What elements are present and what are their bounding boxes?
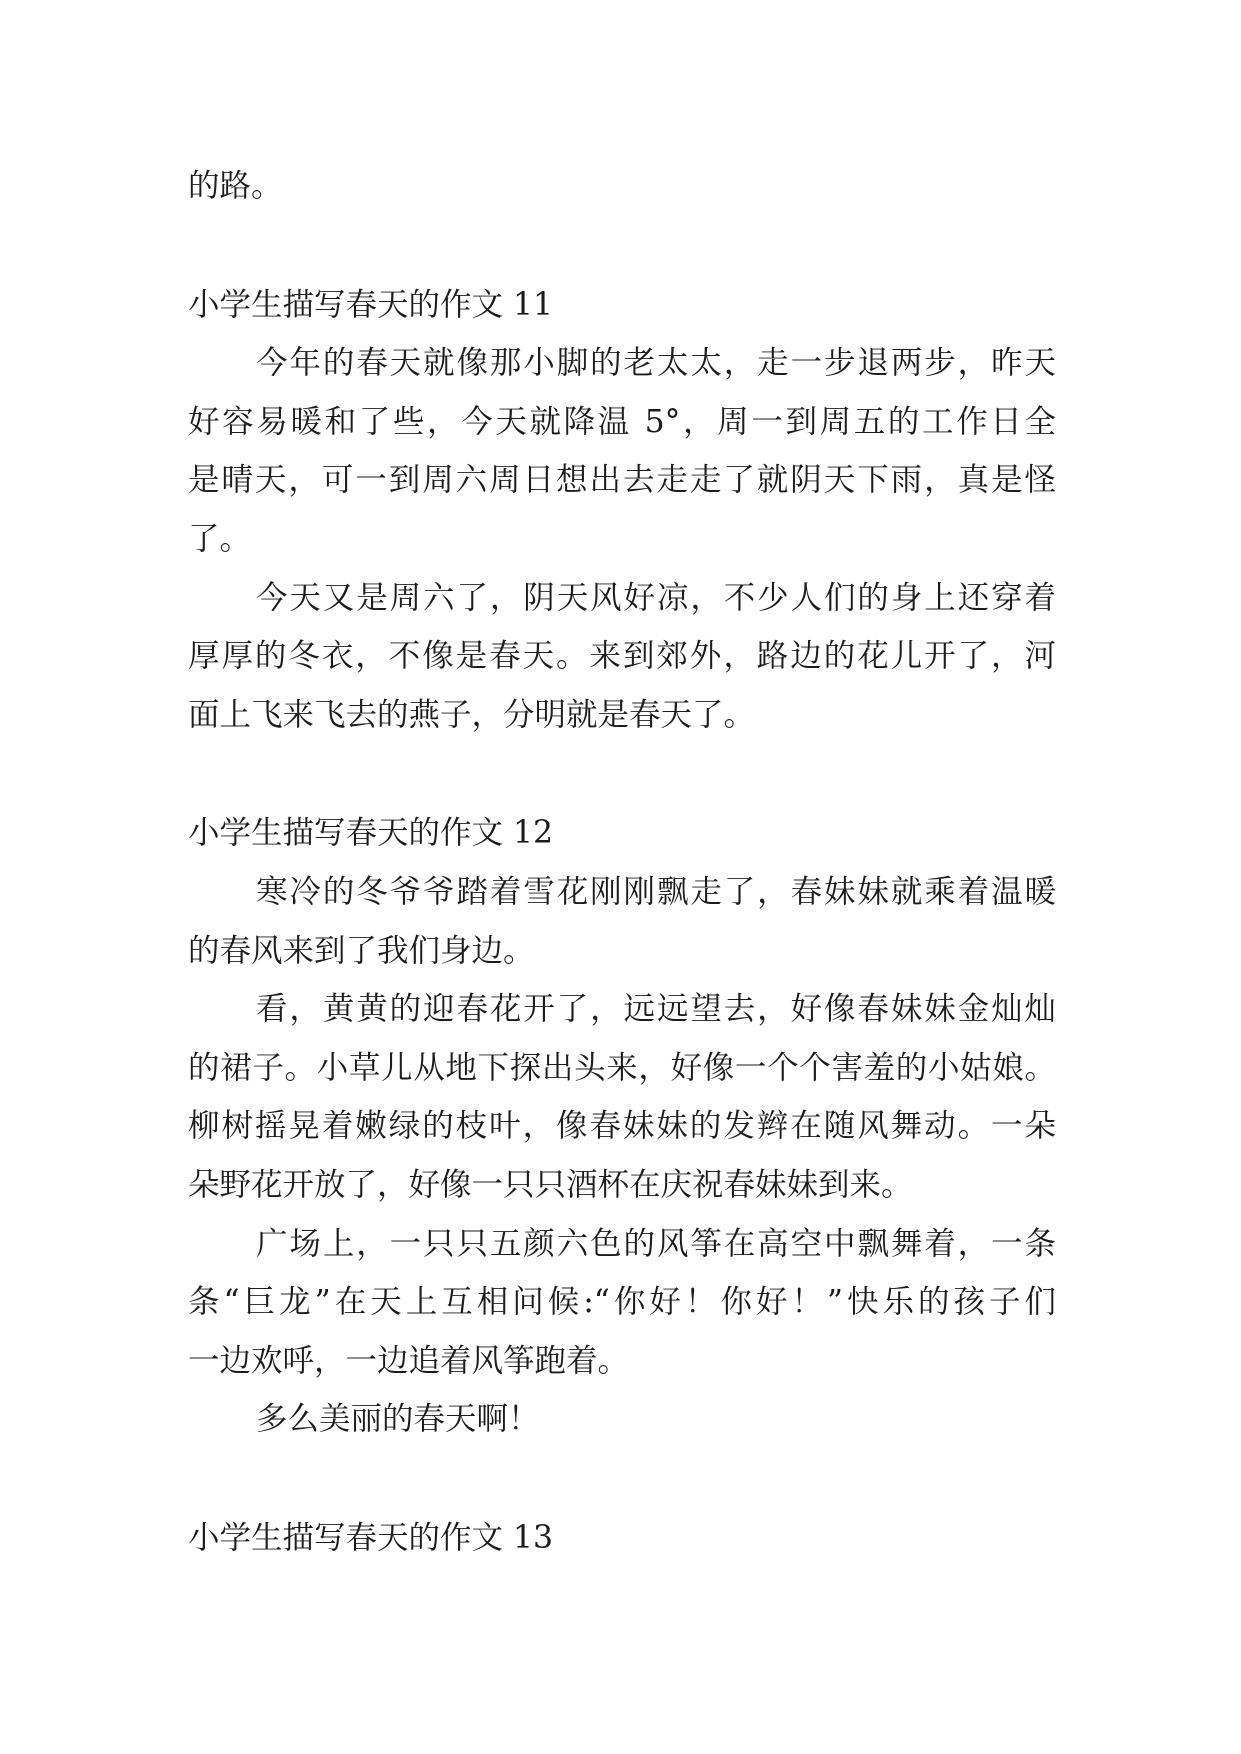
paragraph-line: 柳树摇晃着嫩绿的枝叶，像春妹妹的发辫在随风舞动。一朵	[188, 1108, 1056, 1145]
section-heading: 小学生描写春天的作文 13	[188, 1519, 554, 1556]
paragraph-line: 条“巨龙”在天上互相问候:“你好！你好！”快乐的孩子们	[188, 1284, 1056, 1321]
paragraph-line: 看，黄黄的迎春花开了，远远望去，好像春妹妹金灿灿	[256, 991, 1056, 1028]
paragraph-line: 了。	[188, 520, 252, 557]
paragraph-line: 的裙子。小草儿从地下探出头来，好像一个个害羞的小姑娘。	[188, 1049, 1056, 1086]
essay-section	[188, 804, 1056, 1449]
paragraph-line: 朵野花开放了，好像一只只酒杯在庆祝春妹妹到来。	[188, 1166, 913, 1203]
paragraph-line: 今年的春天就像那小脚的老太太，走一步退两步，昨天	[256, 345, 1056, 382]
paragraph	[188, 1215, 1056, 1391]
paragraph-line: 寒冷的冬爷爷踏着雪花刚刚飘走了，春妹妹就乘着温暖	[256, 873, 1056, 910]
paragraph-line: 今天又是周六了，阴天风好凉，不少人们的身上还穿着	[256, 579, 1056, 616]
paragraph	[188, 863, 1056, 980]
paragraph-line: 广场上，一只只五颜六色的风筝在高空中飘舞着，一条	[256, 1225, 1056, 1262]
continued-text-line: 的路。	[188, 168, 283, 204]
essay-section	[188, 1509, 1056, 1568]
paragraph-line: 厚厚的冬衣，不像是春天。来到郊外，路边的花儿开了，河	[188, 638, 1056, 675]
paragraph-line: 好容易暖和了些，今天就降温 5°，周一到周五的工作日全	[188, 403, 1056, 440]
paragraph-line: 一边欢呼，一边追着风筝跑着。	[188, 1342, 630, 1379]
paragraph-line: 面上飞来飞去的燕子，分明就是春天了。	[188, 696, 756, 733]
paragraph-line: 多么美丽的春天啊！	[256, 1401, 540, 1438]
paragraph-line: 的春风来到了我们身边。	[188, 932, 535, 969]
section-heading: 小学生描写春天的作文 12	[188, 815, 554, 852]
section-heading: 小学生描写春天的作文 11	[188, 286, 554, 323]
document-body	[188, 157, 1056, 1567]
paragraph	[188, 980, 1056, 1214]
paragraph	[188, 334, 1056, 568]
paragraph	[188, 569, 1056, 745]
paragraph-line: 是晴天，可一到周六周日想出去走走了就阴天下雨，真是怪	[188, 462, 1056, 499]
essay-section	[188, 276, 1056, 745]
paragraph	[188, 1390, 1056, 1449]
